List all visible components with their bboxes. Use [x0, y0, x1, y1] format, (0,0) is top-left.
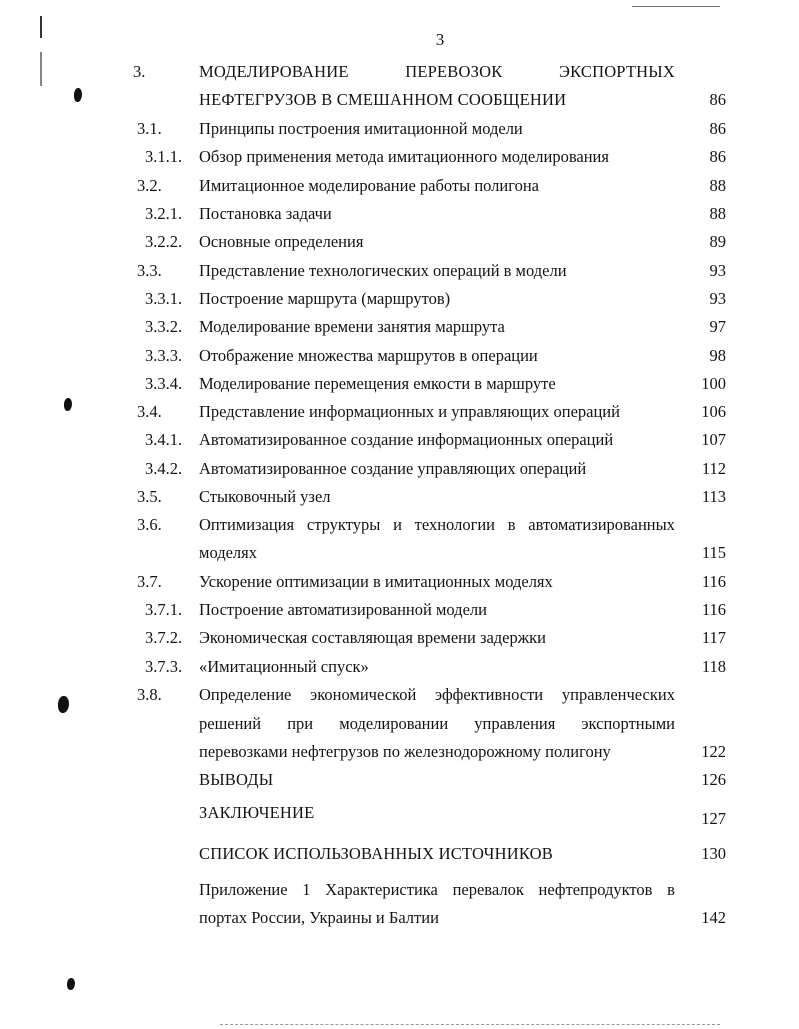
toc-title: Экономическая составляющая времени задержки [199, 628, 546, 647]
toc-entry-3-line2 [0, 89, 726, 111]
toc-title: СПИСОК ИСПОЛЬЗОВАННЫХ ИСТОЧНИКОВ [199, 844, 553, 863]
toc-number: 3.2.2. [145, 232, 183, 251]
toc-number: 3. [133, 62, 146, 81]
toc-entry [0, 429, 726, 451]
toc-entry-appendix [0, 879, 726, 901]
toc-page: 122 [701, 742, 726, 761]
punch-hole-mark [67, 978, 75, 990]
toc-entry [0, 627, 726, 649]
toc-entry [0, 599, 726, 621]
toc-title: Обзор применения метода имитационного моделирования [199, 147, 609, 166]
toc-page: 115 [701, 543, 726, 562]
page-number: 3 [435, 30, 445, 49]
toc-title-continuation: моделях [199, 543, 258, 562]
toc-page: 126 [701, 770, 726, 789]
toc-entry-line2 [0, 542, 726, 564]
toc-title: МОДЕЛИРОВАНИЕ ПЕРЕВОЗОК ЭКСПОРТНЫХ [199, 62, 675, 81]
toc-page: 93 [709, 289, 726, 308]
toc-title: Принципы построения имитационной модели [199, 119, 523, 138]
toc-entry [0, 118, 726, 140]
toc-title: Построение маршрута (маршрутов) [199, 289, 451, 308]
toc-entry [0, 514, 726, 536]
toc-title-continuation: решений при моделировании управления экспортными [199, 714, 675, 733]
toc-page: 142 [701, 908, 726, 927]
toc-entry [0, 684, 726, 706]
toc-entry [0, 316, 726, 338]
toc-title: «Имитационный спуск» [199, 657, 369, 676]
toc-page: 100 [701, 374, 726, 393]
toc-entry-references [0, 843, 726, 865]
toc-title: Приложение 1 Характеристика перевалок нефтепродуктов в [199, 880, 675, 899]
toc-title: Стыковочный узел [199, 487, 331, 506]
toc-page: 117 [701, 628, 726, 647]
toc-title-continuation: перевозками нефтегрузов по железнодорожному полигону [199, 742, 611, 761]
toc-title: Ускорение оптимизации в имитационных моделях [199, 572, 553, 591]
toc-number: 3.5. [137, 487, 162, 506]
toc-title: Моделирование перемещения емкости в маршруте [199, 374, 556, 393]
toc-number: 3.2.1. [145, 204, 183, 223]
scan-edge-line [632, 6, 720, 7]
toc-number: 3.1. [137, 119, 162, 138]
toc-page: 127 [701, 809, 726, 828]
toc-number: 3.6. [137, 515, 162, 534]
toc-title: Автоматизированное создание управляющих операций [199, 459, 587, 478]
toc-entry-3 [0, 61, 726, 83]
toc-page: 89 [709, 232, 726, 251]
toc-page: 88 [709, 204, 726, 223]
toc-entry-conclusion [0, 802, 726, 828]
toc-entry-appendix-line2 [0, 907, 726, 929]
toc-number: 3.7.2. [145, 628, 183, 647]
toc-page: 112 [701, 459, 726, 478]
toc-title: Автоматизированное создание информационных операций [199, 430, 614, 449]
toc-page: 86 [709, 90, 726, 109]
toc-entry [0, 656, 726, 678]
toc-number: 3.7. [137, 572, 162, 591]
toc-number: 3.3.1. [145, 289, 183, 308]
toc-title-continuation: НЕФТЕГРУЗОВ В СМЕШАННОМ СООБЩЕНИИ [199, 90, 567, 109]
toc-entry [0, 203, 726, 225]
toc-page: 86 [709, 147, 726, 166]
toc-entry [0, 373, 726, 395]
toc-entry [0, 175, 726, 197]
toc-page: 118 [701, 657, 726, 676]
toc-page: 93 [709, 261, 726, 280]
toc-page: 113 [701, 487, 726, 506]
toc-title: Определение экономической эффективности управленческих [199, 685, 675, 704]
toc-entry [0, 288, 726, 310]
toc-entry [0, 401, 726, 423]
toc-title: Моделирование времени занятия маршрута [199, 317, 505, 336]
toc-number: 3.4.2. [145, 459, 183, 478]
toc-page: 106 [701, 402, 726, 421]
toc-entry [0, 146, 726, 168]
toc-entry-line3 [0, 741, 726, 763]
toc-title: Постановка задачи [199, 204, 332, 223]
toc-entry-line2 [0, 713, 726, 735]
toc-page: 130 [701, 844, 726, 863]
toc-number: 3.7.1. [145, 600, 183, 619]
toc-page: 107 [701, 430, 726, 449]
toc-title: ЗАКЛЮЧЕНИЕ [199, 803, 315, 822]
toc-page: 88 [709, 176, 726, 195]
toc-number: 3.3. [137, 261, 162, 280]
toc-entry [0, 571, 726, 593]
toc-number: 3.4.1. [145, 430, 183, 449]
toc-title: Оптимизация структуры и технологии в автоматизированных [199, 515, 675, 534]
toc-number: 3.7.3. [145, 657, 183, 676]
toc-title: Построение автоматизированной модели [199, 600, 487, 619]
toc-number: 3.3.2. [145, 317, 183, 336]
toc-page: 97 [709, 317, 726, 336]
toc-page: 98 [709, 346, 726, 365]
toc-number: 3.8. [137, 685, 162, 704]
toc-number: 3.1.1. [145, 147, 183, 166]
toc-title: Представление информационных и управляющих операций [199, 402, 620, 421]
toc-number: 3.4. [137, 402, 162, 421]
toc-entry [0, 260, 726, 282]
toc-title: ВЫВОДЫ [199, 770, 274, 789]
toc-entry [0, 345, 726, 367]
toc-number: 3.2. [137, 176, 162, 195]
toc-page: 86 [709, 119, 726, 138]
toc-title: Представление технологических операций в модели [199, 261, 567, 280]
toc-entry [0, 231, 726, 253]
toc-title: Имитационное моделирование работы полигона [199, 176, 540, 195]
toc-title: Отображение множества маршрутов в операции [199, 346, 538, 365]
toc-title-continuation: портах России, Украины и Балтии [199, 908, 439, 927]
toc-entry [0, 486, 726, 508]
toc-entry-conclusions-short [0, 769, 726, 791]
toc-page: 116 [701, 600, 726, 619]
toc-number: 3.3.4. [145, 374, 183, 393]
toc-number: 3.3.3. [145, 346, 183, 365]
toc-entry [0, 458, 726, 480]
toc-page: 116 [701, 572, 726, 591]
scan-edge-line [220, 1024, 720, 1026]
toc-title: Основные определения [199, 232, 364, 251]
